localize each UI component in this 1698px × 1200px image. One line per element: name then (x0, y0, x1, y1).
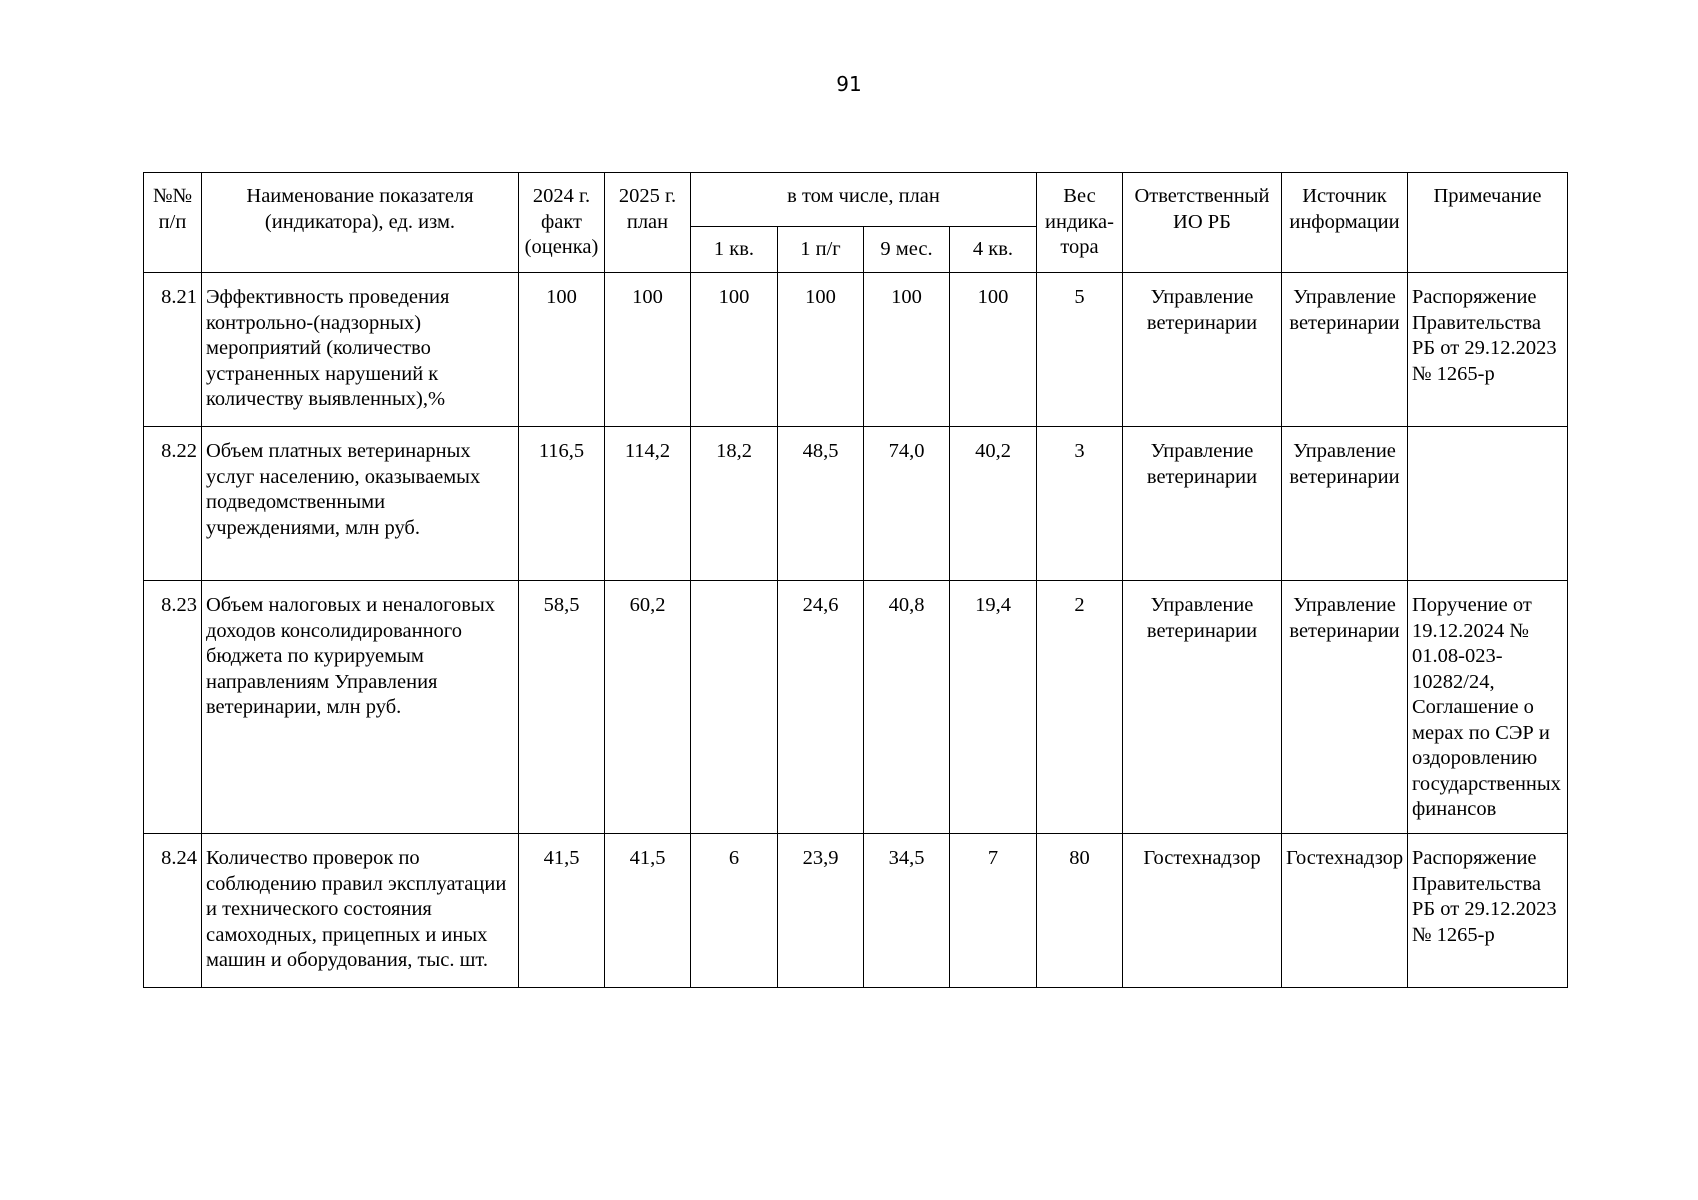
row-name: Эффективность проведения контрольно-(надзорных) мероприятий (количество устраненных нарушений к количеству выявленных),% (202, 273, 519, 427)
header-row (144, 173, 1568, 227)
row-h1: 48,5 (778, 427, 864, 581)
row-name: Количество проверок по соблюдению правил эксплуатации и технического состояния самоходных, прицепных и иных машин и оборудования, тыс. шт. (202, 834, 519, 988)
row-name: Объем платных ветеринарных услуг населению, оказываемых подведомственными учреждениями, млн руб. (202, 427, 519, 581)
row-responsible: Управление ветеринарии (1123, 273, 1282, 427)
header-q1: 1 кв. (691, 227, 778, 273)
page-number: 91 (836, 72, 862, 96)
row-weight: 5 (1037, 273, 1123, 427)
row-source: Управление ветеринарии (1282, 427, 1408, 581)
table-row (144, 427, 1568, 581)
row-weight: 3 (1037, 427, 1123, 581)
header-source: Источник информации (1282, 173, 1408, 273)
row-source: Управление ветеринарии (1282, 273, 1408, 427)
row-h1: 100 (778, 273, 864, 427)
header-plan-2025: 2025 г. план (605, 173, 691, 273)
header-fact-2024: 2024 г. факт (оценка) (519, 173, 605, 273)
header-name: Наименование показателя (индикатора), ед. изм. (202, 173, 519, 273)
row-num: 8.24 (144, 834, 202, 988)
header-note: Примечание (1408, 173, 1568, 273)
header-responsible: Ответственный ИО РБ (1123, 173, 1282, 273)
table-row (144, 273, 1568, 427)
row-q4: 19,4 (950, 581, 1037, 834)
row-9m: 100 (864, 273, 950, 427)
row-q1: 6 (691, 834, 778, 988)
table-row (144, 581, 1568, 834)
row-9m: 74,0 (864, 427, 950, 581)
header-num: №№ п/п (144, 173, 202, 273)
row-responsible: Управление ветеринарии (1123, 581, 1282, 834)
row-note: Распоряжение Правительства РБ от 29.12.2023 № 1265-р (1408, 273, 1568, 427)
row-name: Объем налоговых и неналоговых доходов консолидированного бюджета по курируемым направлениям Управления ветеринарии, млн руб. (202, 581, 519, 834)
row-9m: 34,5 (864, 834, 950, 988)
row-responsible: Гостехнадзор (1123, 834, 1282, 988)
header-weight: Вес индика-тора (1037, 173, 1123, 273)
row-q4: 40,2 (950, 427, 1037, 581)
row-note: Поручение от 19.12.2024 № 01.08-023-10282/24, Соглашение о мерах по СЭР и оздоровлению государственных финансов (1408, 581, 1568, 834)
row-num: 8.23 (144, 581, 202, 834)
row-plan-2025: 41,5 (605, 834, 691, 988)
row-q1: 18,2 (691, 427, 778, 581)
row-h1: 24,6 (778, 581, 864, 834)
row-plan-2025: 100 (605, 273, 691, 427)
header-h1: 1 п/г (778, 227, 864, 273)
row-weight: 2 (1037, 581, 1123, 834)
row-source: Управление ветеринарии (1282, 581, 1408, 834)
row-responsible: Управление ветеринарии (1123, 427, 1282, 581)
row-num: 8.22 (144, 427, 202, 581)
row-q1: 100 (691, 273, 778, 427)
row-fact-2024: 100 (519, 273, 605, 427)
row-num: 8.21 (144, 273, 202, 427)
row-note: Распоряжение Правительства РБ от 29.12.2023 № 1265-р (1408, 834, 1568, 988)
row-plan-2025: 60,2 (605, 581, 691, 834)
row-h1: 23,9 (778, 834, 864, 988)
row-plan-2025: 114,2 (605, 427, 691, 581)
header-incl-plan: в том числе, план (691, 173, 1037, 227)
row-q4: 100 (950, 273, 1037, 427)
row-source: Гостехнадзор (1282, 834, 1408, 988)
header-9m: 9 мес. (864, 227, 950, 273)
row-fact-2024: 116,5 (519, 427, 605, 581)
table-row (144, 834, 1568, 988)
header-q4: 4 кв. (950, 227, 1037, 273)
indicators-table (143, 172, 1568, 988)
row-9m: 40,8 (864, 581, 950, 834)
row-q4: 7 (950, 834, 1037, 988)
row-fact-2024: 41,5 (519, 834, 605, 988)
row-fact-2024: 58,5 (519, 581, 605, 834)
row-weight: 80 (1037, 834, 1123, 988)
row-q1 (691, 581, 778, 834)
row-note (1408, 427, 1568, 581)
